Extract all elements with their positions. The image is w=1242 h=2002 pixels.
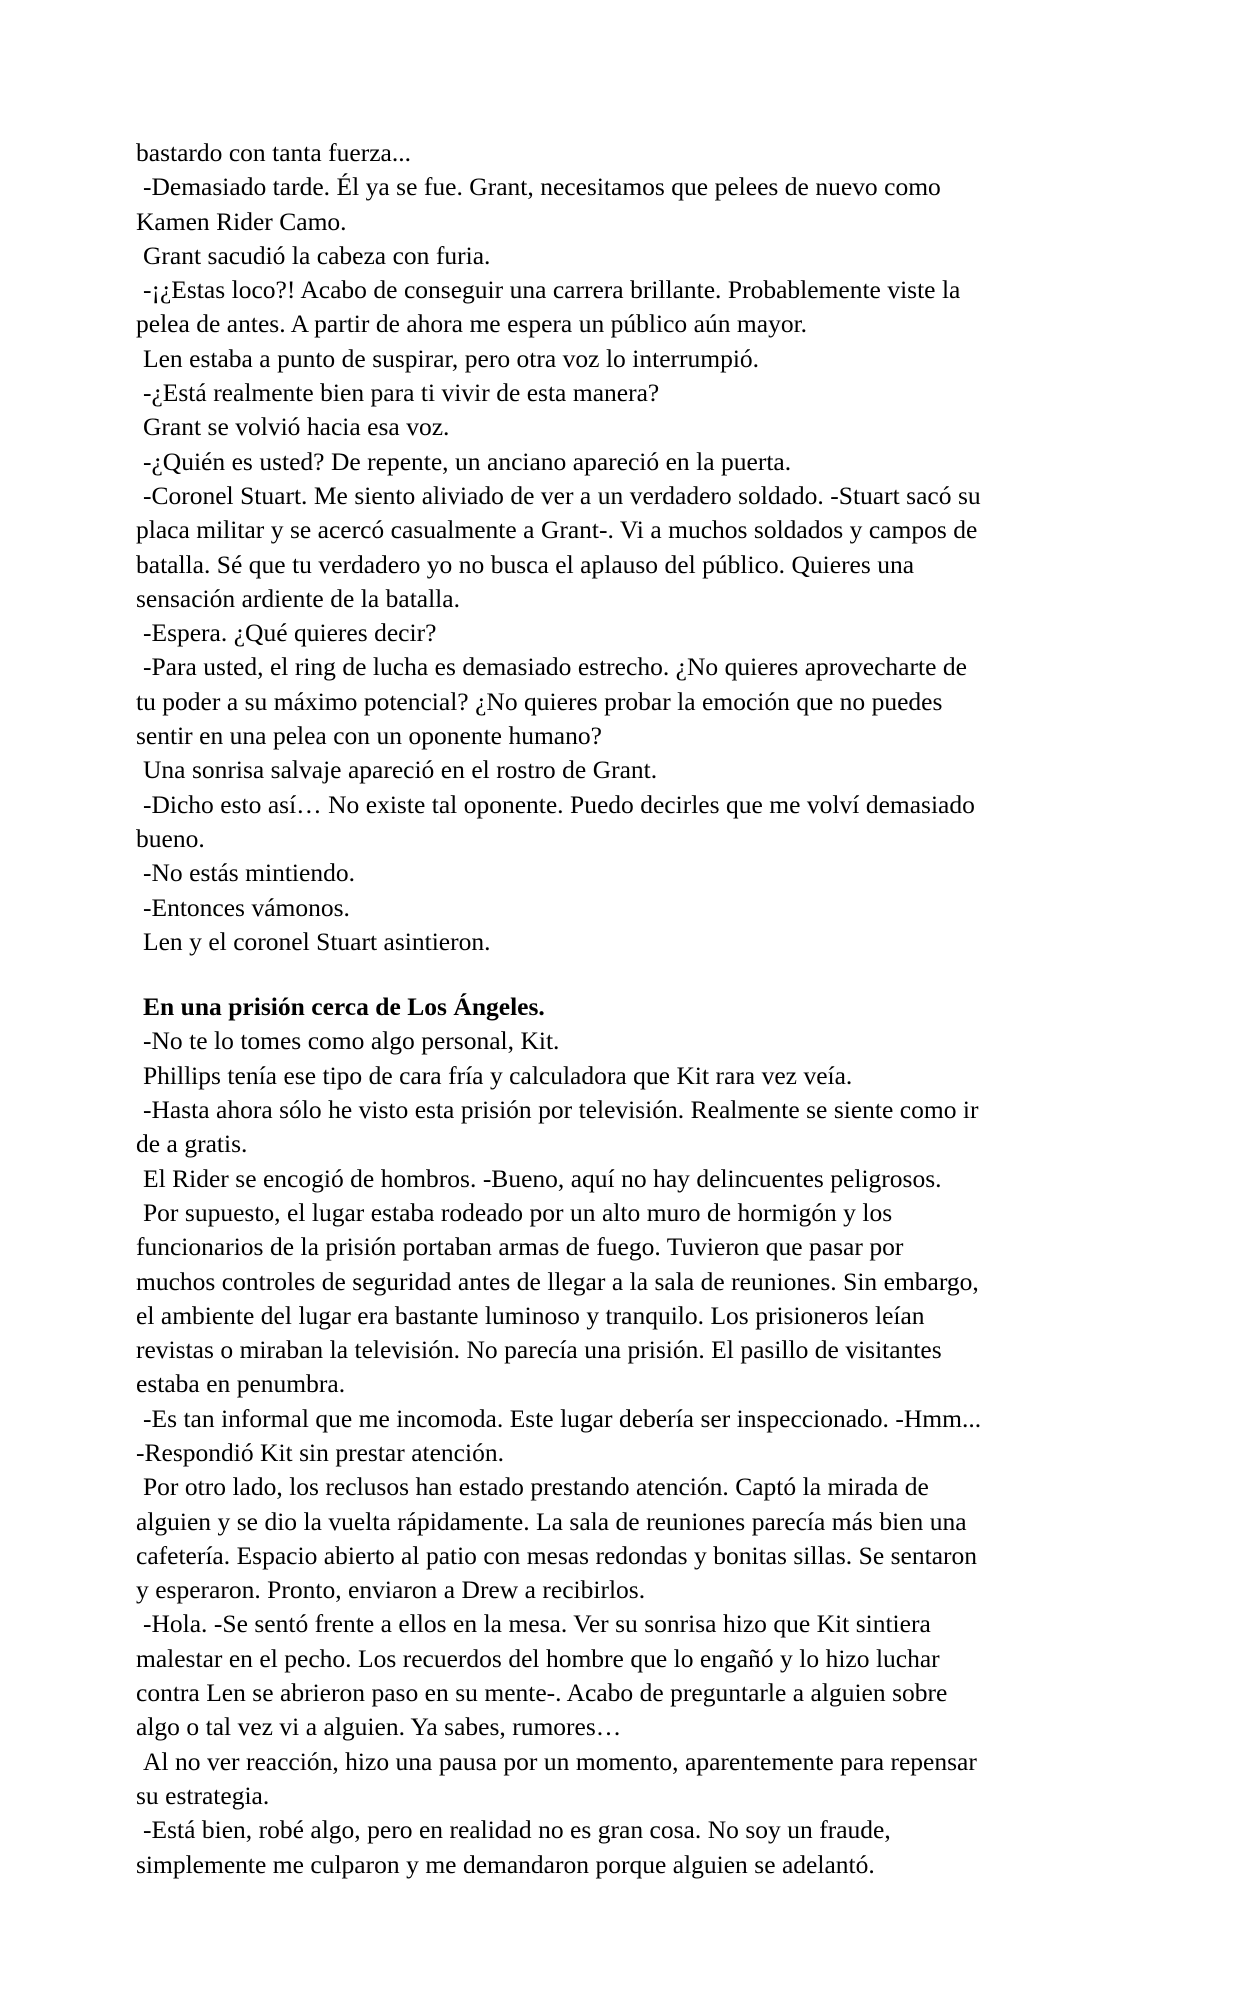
body-paragraph: Len estaba a punto de suspirar, pero otra voz lo interrumpió. xyxy=(143,343,760,373)
body-paragraph: -Espera. ¿Qué quieres decir? xyxy=(143,618,437,648)
document-text-body xyxy=(136,136,986,1882)
section-heading: En una prisión cerca de Los Ángeles. xyxy=(143,992,545,1022)
body-paragraph: -Dicho esto así… No existe tal oponente. Puedo decirles que me volví demasiado bueno. xyxy=(136,789,982,853)
body-paragraph: Por otro lado, los reclusos han estado prestando atención. Captó la mirada de alguien y se dio la vuelta rápidamente. La sala de reuniones parecía más bien una cafetería. Espacio abierto al patio con mesas redondas y bonitas sillas. Se sentaron y esperaron. Pronto, enviaron a Drew a recibirlos. xyxy=(136,1472,984,1605)
body-paragraph: -Entonces vámonos. xyxy=(143,892,350,922)
body-paragraph: El Rider se encogió de hombros. -Bueno, aquí no hay delincuentes peligrosos. xyxy=(143,1163,942,1193)
body-paragraph: -Demasiado tarde. Él ya se fue. Grant, necesitamos que pelees de nuevo como Kamen Rider Camo. xyxy=(136,172,948,236)
body-paragraph: -Es tan informal que me incomoda. Este lugar debería ser inspeccionado. -Hmm... -Respondió Kit sin prestar atención. xyxy=(136,1403,988,1467)
body-paragraph: -Para usted, el ring de lucha es demasiado estrecho. ¿No quieres aprovecharte de tu poder a su máximo potencial? ¿No quieres probar la emoción que no puedes sentir en una pelea con un oponente humano? xyxy=(136,652,974,751)
body-paragraph: Por supuesto, el lugar estaba rodeado por un alto muro de hormigón y los funcionarios de la prisión portaban armas de fuego. Tuvieron que pasar por muchos controles de seguridad antes de llegar a la sala de reuniones. Sin embargo, el ambiente del lugar era bastante luminoso y tranquilo. Los prisioneros leían revistas o miraban la televisión. No parecía una prisión. El pasillo de visitantes estaba en penumbra. xyxy=(136,1197,986,1399)
body-paragraph: Phillips tenía ese tipo de cara fría y calculadora que Kit rara vez veía. xyxy=(143,1060,853,1090)
body-paragraph: -¿Quién es usted? De repente, un anciano apareció en la puerta. xyxy=(143,446,792,476)
body-paragraph: Len y el coronel Stuart asintieron. xyxy=(143,926,491,956)
body-paragraph: -Hola. -Se sentó frente a ellos en la mesa. Ver su sonrisa hizo que Kit sintiera malestar en el pecho. Los recuerdos del hombre que lo engañó y lo hizo luchar contra Len se abrieron paso en su mente-. Acabo de preguntarle a alguien sobre algo o tal vez vi a alguien. Ya sabes, rumores… xyxy=(136,1609,954,1742)
body-paragraph: Grant sacudió la cabeza con furia. xyxy=(143,240,491,270)
body-paragraph: -Está bien, robé algo, pero en realidad no es gran cosa. No soy un fraude, simplemente me culparon y me demandaron porque alguien se adelantó. xyxy=(136,1815,898,1879)
body-paragraph: -¿Está realmente bien para ti vivir de esta manera? xyxy=(143,378,660,408)
body-paragraph: Grant se volvió hacia esa voz. xyxy=(143,412,450,442)
body-paragraph: Una sonrisa salvaje apareció en el rostro de Grant. xyxy=(143,755,658,785)
paragraph-spacer xyxy=(136,959,986,990)
body-paragraph: -Hasta ahora sólo he visto esta prisión por televisión. Realmente se siente como ir de a gratis. xyxy=(136,1095,985,1159)
body-paragraph: -No te lo tomes como algo personal, Kit. xyxy=(143,1026,560,1056)
body-paragraph: -¡¿Estas loco?! Acabo de conseguir una carrera brillante. Probablemente viste la pelea de antes. A partir de ahora me espera un público aún mayor. xyxy=(136,275,967,339)
body-paragraph: -Coronel Stuart. Me siento aliviado de ver a un verdadero soldado. -Stuart sacó su placa militar y se acercó casualmente a Grant-. Vi a muchos soldados y campos de batalla. Sé que tu verdadero yo no busca el aplauso del público. Quieres una sensación ardiente de la batalla. xyxy=(136,480,988,613)
body-paragraph: bastardo con tanta fuerza... xyxy=(136,138,411,167)
body-paragraph: Al no ver reacción, hizo una pausa por un momento, aparentemente para repensar su estrategia. xyxy=(136,1746,984,1810)
body-paragraph: -No estás mintiendo. xyxy=(143,858,355,888)
